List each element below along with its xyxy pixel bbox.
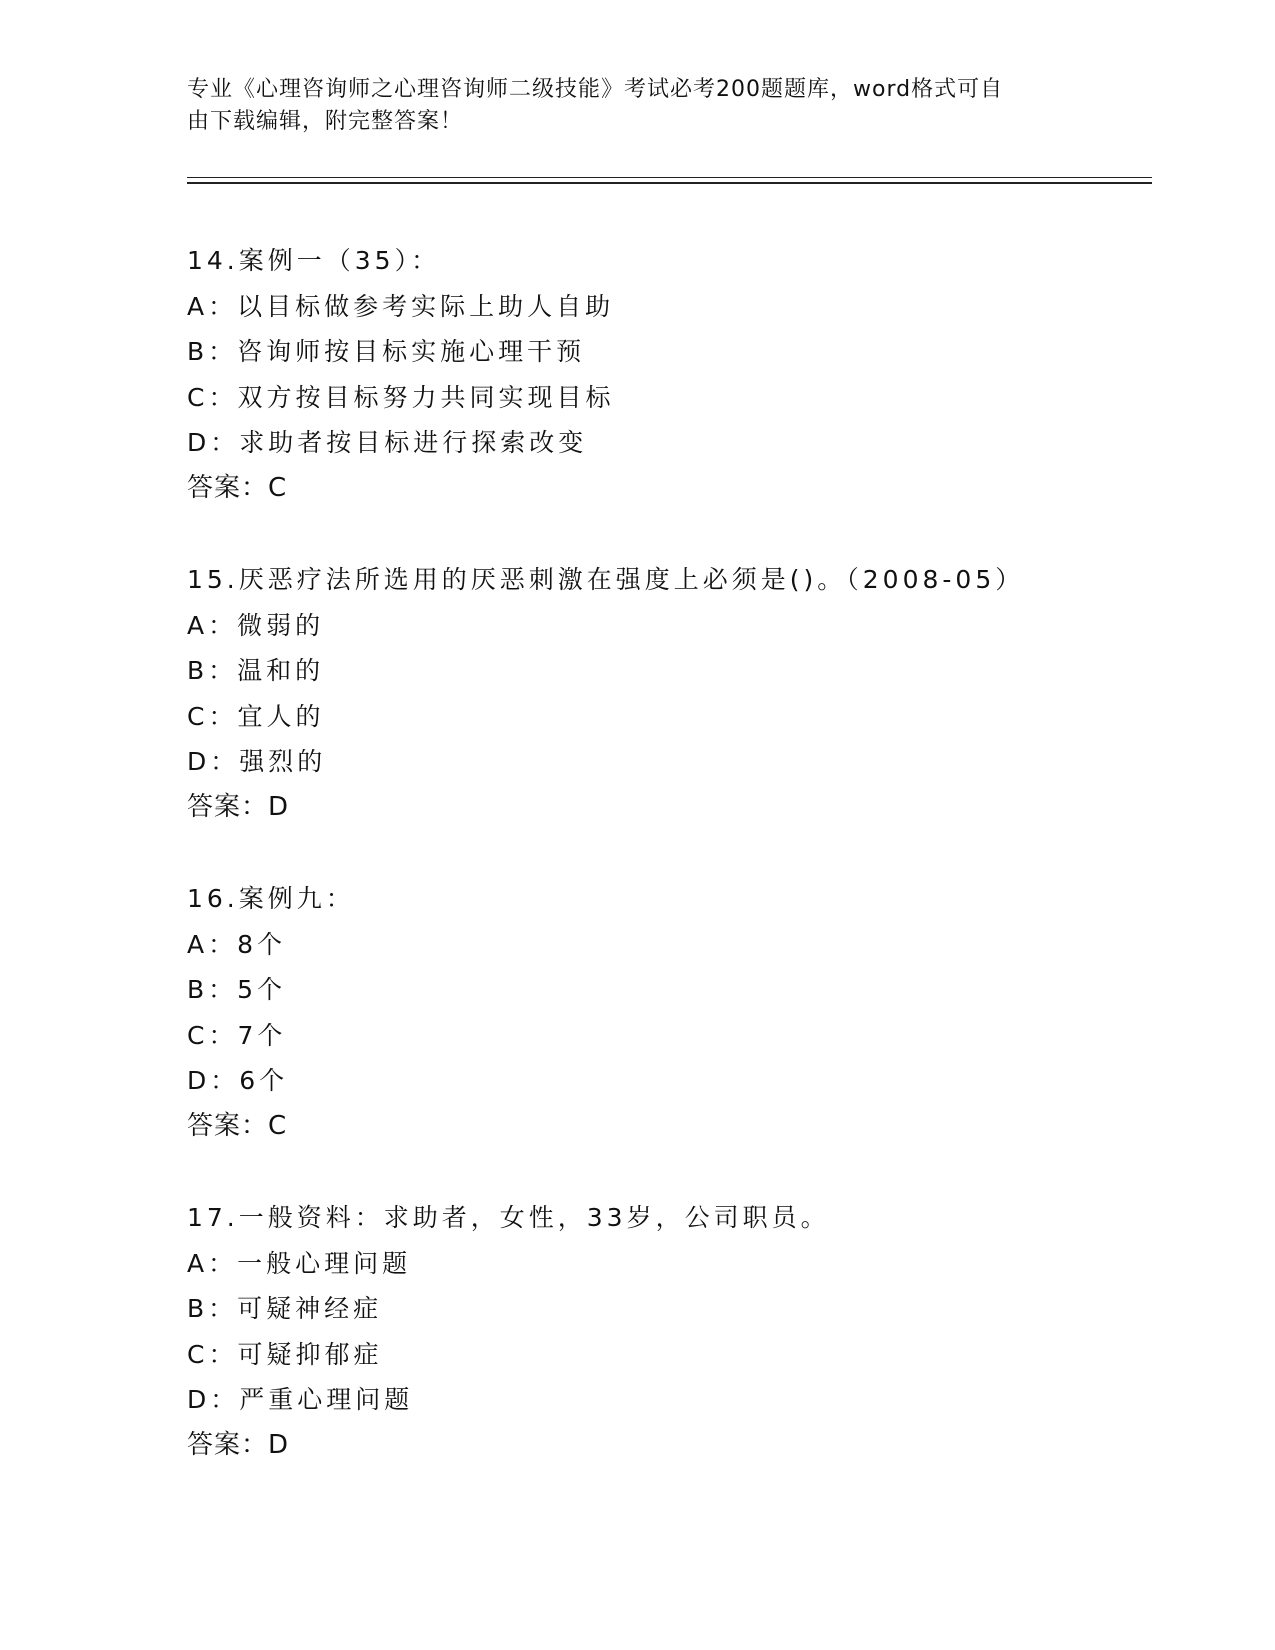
header-line-1: 专业《心理咨询师之心理咨询师二级技能》考试必考200题题库，word格式可自 [187,77,1004,102]
document-header [187,74,1067,138]
answer-line: 答案：C [187,472,288,503]
option-c: C：可疑抑郁症 [187,1339,383,1369]
option-a: A：以目标做参考实际上助人自助 [187,291,615,321]
option-c: C：宜人的 [187,701,325,731]
question-15 [187,557,1024,830]
option-a: A：微弱的 [187,610,325,640]
question-17 [187,1195,830,1468]
option-a: A：一般心理问题 [187,1248,412,1278]
option-d: D：求助者按目标进行探索改变 [187,428,588,457]
question-14 [187,238,614,511]
question-stem: 15.厌恶疗法所选用的厌恶刺激在强度上必须是()。（2008-05） [187,565,1025,594]
option-a: A：8个 [187,929,287,959]
option-d: D：6个 [187,1066,289,1095]
answer-line: 答案：D [187,1429,290,1460]
option-b: B：咨询师按目标实施心理干预 [187,337,586,366]
answer-line: 答案：D [187,791,290,822]
option-d: D：严重心理问题 [187,1385,414,1414]
option-b: B：可疑神经症 [187,1294,383,1323]
option-c: C：7个 [187,1020,287,1050]
question-stem: 16.案例九： [187,884,355,913]
option-d: D：强烈的 [187,747,327,776]
option-b: B：5个 [187,975,287,1004]
header-divider-thick [187,182,1152,184]
question-stem: 14.案例一（35）： [187,246,441,275]
header-divider-thin [187,177,1152,178]
option-c: C：双方按目标努力共同实现目标 [187,382,615,412]
header-line-2: 由下载编辑，附完整答案！ [187,109,464,134]
option-b: B：温和的 [187,656,325,685]
question-stem: 17.一般资料：求助者，女性，33岁，公司职员。 [187,1203,830,1232]
question-16 [187,876,355,1149]
answer-line: 答案：C [187,1110,288,1141]
